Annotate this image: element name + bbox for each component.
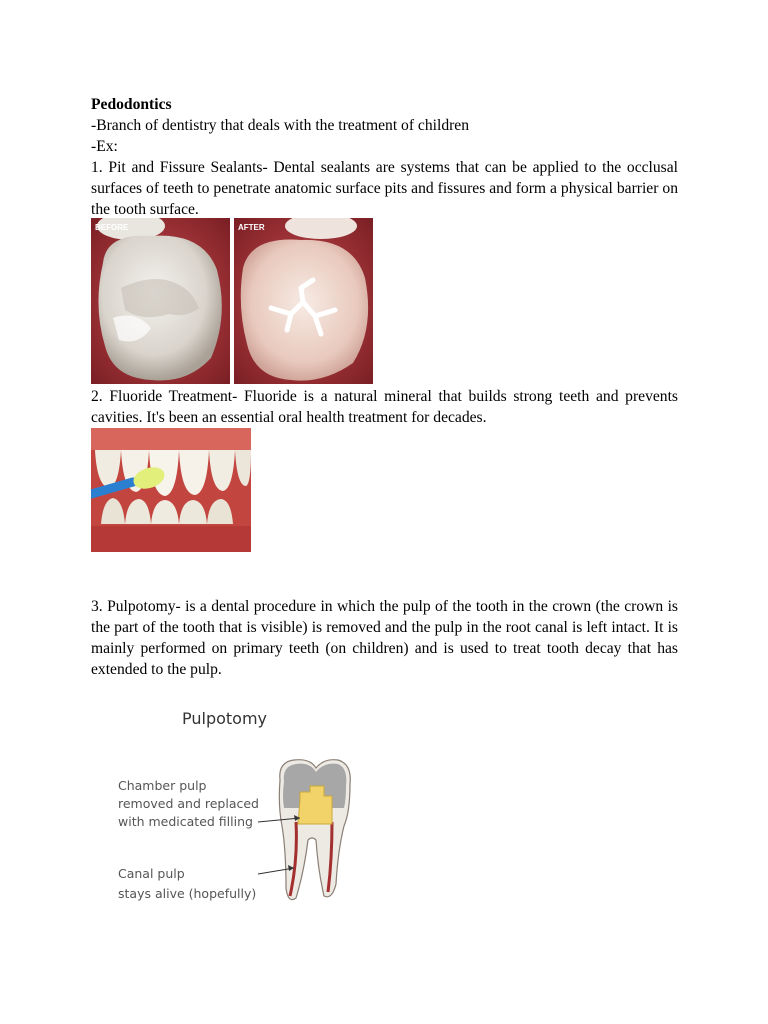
page-title: Pedodontics	[91, 96, 172, 113]
before-label: BEFORE	[95, 223, 129, 232]
item-pulpotomy-text: 3. Pulpotomy- is a dental procedure in which the pulp of the tooth in the crown (the crown is the part of the tooth that is visible) is removed and the pulp in the root canal is left intact. It is mainly performed on primary teeth (on children) and is used to treat tooth decay that has extended to the pulp.	[91, 598, 678, 678]
fluoride-section	[91, 386, 678, 428]
definition-line: -Branch of dentistry that deals with the treatment of children	[91, 117, 470, 134]
pulpotomy-diagram	[110, 700, 370, 910]
pulpotomy-diagram-graphic	[110, 700, 370, 910]
document-body	[91, 94, 678, 220]
sealant-before-after-photo	[91, 218, 373, 384]
canal-pulp-label-line2: stays alive (hopefully)	[118, 886, 257, 901]
pulpotomy-section	[91, 596, 678, 680]
sealant-photo-graphic	[91, 218, 373, 384]
item-sealants-text: 1. Pit and Fissure Sealants- Dental sealants are systems that can be applied to the occlusal surfaces of teeth to penetrate anatomic surface pits and fissures and form a physical barrier on the tooth surface.	[91, 159, 678, 218]
after-label: AFTER	[238, 223, 265, 232]
chamber-pulp-label-line3: with medicated filling	[118, 814, 253, 829]
fluoride-photo-graphic	[91, 428, 251, 552]
canal-pulp-label-line1: Canal pulp	[118, 866, 185, 881]
item-fluoride-text: 2. Fluoride Treatment- Fluoride is a natural mineral that builds strong teeth and prevents cavities. It's been an essential oral health treatment for decades.	[91, 388, 678, 426]
chamber-pulp-label-line2: removed and replaced	[118, 796, 259, 811]
examples-label: -Ex:	[91, 138, 118, 155]
chamber-pulp-label-line1: Chamber pulp	[118, 778, 207, 793]
fluoride-treatment-photo	[91, 428, 251, 552]
pulpotomy-figure-title: Pulpotomy	[182, 709, 268, 728]
